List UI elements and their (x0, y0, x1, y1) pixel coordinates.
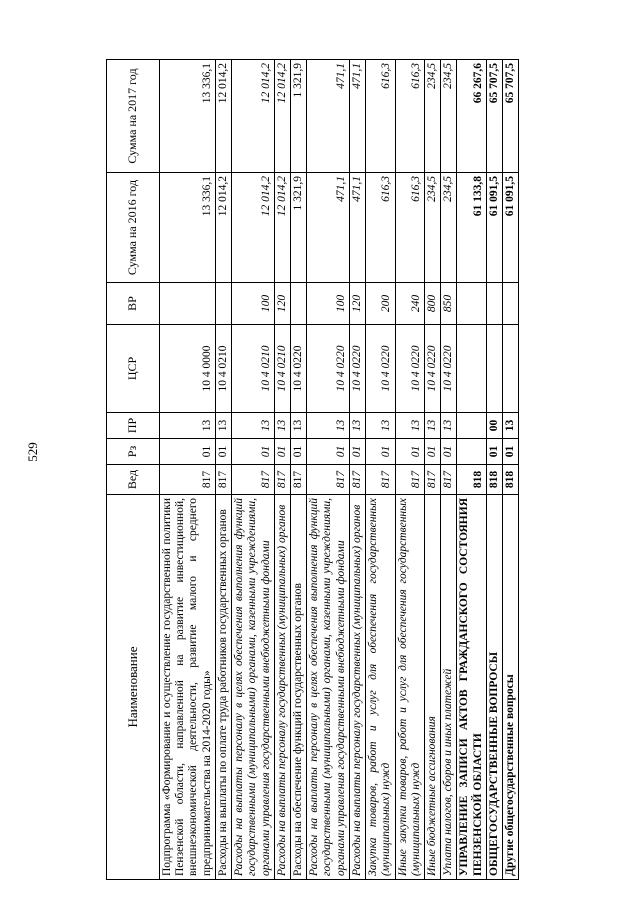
cell-name: Расходы на выплаты персоналу в целях обеспечения выполнения функций государственными (муниципальными) органами, казенными учреждениями, органами управления государственными внебюджетными фондами (307, 495, 350, 880)
cell-name: ОБЩЕГОСУДАРСТВЕННЫЕ ВОПРОСЫ (486, 495, 502, 880)
cell-rz: 01 (395, 439, 424, 465)
cell-rz: 01 (307, 439, 350, 465)
cell-sum2017: 234,5 (424, 60, 440, 173)
table-row (503, 60, 519, 880)
table-row (441, 60, 457, 880)
cell-pr: 13 (441, 413, 457, 439)
cell-vr: 100 (307, 283, 350, 325)
header-vr: ВР (107, 283, 160, 325)
cell-vr (160, 283, 216, 325)
cell-pr: 13 (366, 413, 395, 439)
cell-pr: 13 (215, 413, 231, 439)
header-name: Наименование (107, 495, 160, 880)
cell-sum2016: 61 133,8 (457, 173, 486, 283)
cell-ved: 817 (395, 465, 424, 495)
cell-name: Расходы на выплаты персоналу государственных (муниципальных) органов (349, 495, 365, 880)
cell-sum2017: 1 321,9 (290, 60, 306, 173)
cell-rz: 01 (486, 439, 502, 465)
table-row (160, 60, 216, 880)
cell-sum2016: 61 091,5 (486, 173, 502, 283)
cell-pr: 13 (274, 413, 290, 439)
cell-pr: 13 (160, 413, 216, 439)
table-row (274, 60, 290, 880)
cell-vr (486, 283, 502, 325)
page-number: 529 (25, 442, 40, 462)
cell-rz: 01 (274, 439, 290, 465)
cell-name: Расходы на обеспечение функций государственных органов (290, 495, 306, 880)
cell-name: Уплата налогов, сборов и иных платежей (441, 495, 457, 880)
cell-csr: 10 4 0210 (274, 325, 290, 413)
cell-ved: 817 (215, 465, 231, 495)
cell-name: Расходы на выплаты персоналу в целях обеспечения выполнения функций государственными (муниципальными) органами, казенными учреждениями, органами управления государственными внебюджетными фондами (232, 495, 275, 880)
cell-sum2016: 1 321,9 (290, 173, 306, 283)
cell-sum2017: 12 014,2 (232, 60, 275, 173)
cell-ved: 817 (441, 465, 457, 495)
cell-vr: 850 (441, 283, 457, 325)
cell-rz: 01 (424, 439, 440, 465)
cell-sum2017: 12 014,2 (274, 60, 290, 173)
header-csr: ЦСР (107, 325, 160, 413)
cell-sum2017: 66 267,6 (457, 60, 486, 173)
table-row (232, 60, 275, 880)
cell-pr: 13 (395, 413, 424, 439)
cell-rz: 01 (503, 439, 519, 465)
cell-rz: 01 (366, 439, 395, 465)
cell-ved: 817 (307, 465, 350, 495)
cell-ved: 817 (424, 465, 440, 495)
cell-name: Иные бюджетные ассигнования (424, 495, 440, 880)
cell-vr: 200 (366, 283, 395, 325)
cell-csr: 10 4 0210 (215, 325, 231, 413)
table-body (160, 60, 519, 880)
header-sum-2016: Сумма на 2016 год (107, 173, 160, 283)
cell-csr (457, 325, 486, 413)
cell-sum2016: 12 014,2 (274, 173, 290, 283)
cell-sum2016: 616,3 (395, 173, 424, 283)
cell-pr: 13 (503, 413, 519, 439)
cell-ved: 817 (274, 465, 290, 495)
cell-name: Закупка товаров, работ и услуг для обеспечения государственных (муниципальных) нужд (366, 495, 395, 880)
cell-name: УПРАВЛЕНИЕ ЗАПИСИ АКТОВ ГРАЖДАНСКОГО СОСТОЯНИЯ ПЕНЗЕНСКОЙ ОБЛАСТИ (457, 495, 486, 880)
cell-pr: 00 (486, 413, 502, 439)
cell-pr: 13 (307, 413, 350, 439)
cell-sum2017: 471,1 (349, 60, 365, 173)
cell-sum2016: 471,1 (349, 173, 365, 283)
cell-sum2016: 12 014,2 (215, 173, 231, 283)
cell-pr (457, 413, 486, 439)
cell-csr: 10 4 0210 (232, 325, 275, 413)
cell-rz (457, 439, 486, 465)
table-row (457, 60, 486, 880)
cell-sum2016: 12 014,2 (232, 173, 275, 283)
table-row (395, 60, 424, 880)
cell-vr (503, 283, 519, 325)
cell-vr: 120 (274, 283, 290, 325)
cell-ved: 817 (349, 465, 365, 495)
cell-vr (457, 283, 486, 325)
header-row (107, 60, 160, 880)
table-row (307, 60, 350, 880)
budget-table (106, 59, 519, 880)
cell-vr: 120 (349, 283, 365, 325)
cell-csr (503, 325, 519, 413)
cell-vr (290, 283, 306, 325)
cell-ved: 817 (232, 465, 275, 495)
cell-sum2017: 12 014,2 (215, 60, 231, 173)
cell-csr: 10 4 0220 (307, 325, 350, 413)
header-pr: ПР (107, 413, 160, 439)
cell-sum2016: 234,5 (441, 173, 457, 283)
cell-csr (486, 325, 502, 413)
cell-csr: 10 4 0000 (160, 325, 216, 413)
cell-sum2016: 61 091,5 (503, 173, 519, 283)
cell-name: Другие общегосударственные вопросы (503, 495, 519, 880)
cell-pr: 13 (232, 413, 275, 439)
cell-ved: 818 (457, 465, 486, 495)
cell-sum2017: 471,1 (307, 60, 350, 173)
cell-vr: 800 (424, 283, 440, 325)
cell-csr: 10 4 0220 (424, 325, 440, 413)
cell-sum2017: 616,3 (395, 60, 424, 173)
cell-sum2017: 65 707,5 (486, 60, 502, 173)
table-row (366, 60, 395, 880)
cell-rz: 01 (232, 439, 275, 465)
cell-csr: 10 4 0220 (349, 325, 365, 413)
cell-ved: 817 (290, 465, 306, 495)
cell-vr (215, 283, 231, 325)
cell-rz: 01 (160, 439, 216, 465)
cell-rz: 01 (349, 439, 365, 465)
cell-name: Расходы на выплаты по оплате труда работников государственных органов (215, 495, 231, 880)
cell-sum2016: 471,1 (307, 173, 350, 283)
cell-pr: 13 (424, 413, 440, 439)
table-row (215, 60, 231, 880)
table-row (349, 60, 365, 880)
cell-ved: 817 (366, 465, 395, 495)
table-row (424, 60, 440, 880)
cell-sum2017: 616,3 (366, 60, 395, 173)
cell-vr: 240 (395, 283, 424, 325)
cell-sum2016: 616,3 (366, 173, 395, 283)
cell-sum2017: 13 336,1 (160, 60, 216, 173)
cell-sum2016: 234,5 (424, 173, 440, 283)
header-ved: Вед (107, 465, 160, 495)
cell-pr: 13 (290, 413, 306, 439)
cell-sum2016: 13 336,1 (160, 173, 216, 283)
cell-ved: 817 (160, 465, 216, 495)
cell-name: Иные закупки товаров, работ и услуг для обеспечения государственных (муниципальных) нужд (395, 495, 424, 880)
cell-sum2017: 234,5 (441, 60, 457, 173)
table-row (290, 60, 306, 880)
cell-vr: 100 (232, 283, 275, 325)
cell-csr: 10 4 0220 (395, 325, 424, 413)
cell-ved: 818 (486, 465, 502, 495)
cell-rz: 01 (441, 439, 457, 465)
cell-rz: 01 (215, 439, 231, 465)
cell-sum2017: 65 707,5 (503, 60, 519, 173)
header-rz: Рз (107, 439, 160, 465)
cell-name: Подпрограмма «Формирование и осуществление государственной политики Пензенской области, направленной на развитие инвестиционной, внешнеэкономической деятельности, развитие малого и среднего предпринимательства на 2014-2020 годы» (160, 495, 216, 880)
cell-name: Расходы на выплаты персоналу государственных (муниципальных) органов (274, 495, 290, 880)
cell-csr: 10 4 0220 (290, 325, 306, 413)
cell-ved: 818 (503, 465, 519, 495)
header-sum-2017: Сумма на 2017 год (107, 60, 160, 173)
cell-csr: 10 4 0220 (366, 325, 395, 413)
cell-csr: 10 4 0220 (441, 325, 457, 413)
cell-rz: 01 (290, 439, 306, 465)
table-row (486, 60, 502, 880)
cell-pr: 13 (349, 413, 365, 439)
rotated-table-container (106, 60, 546, 880)
table-header (107, 60, 160, 880)
